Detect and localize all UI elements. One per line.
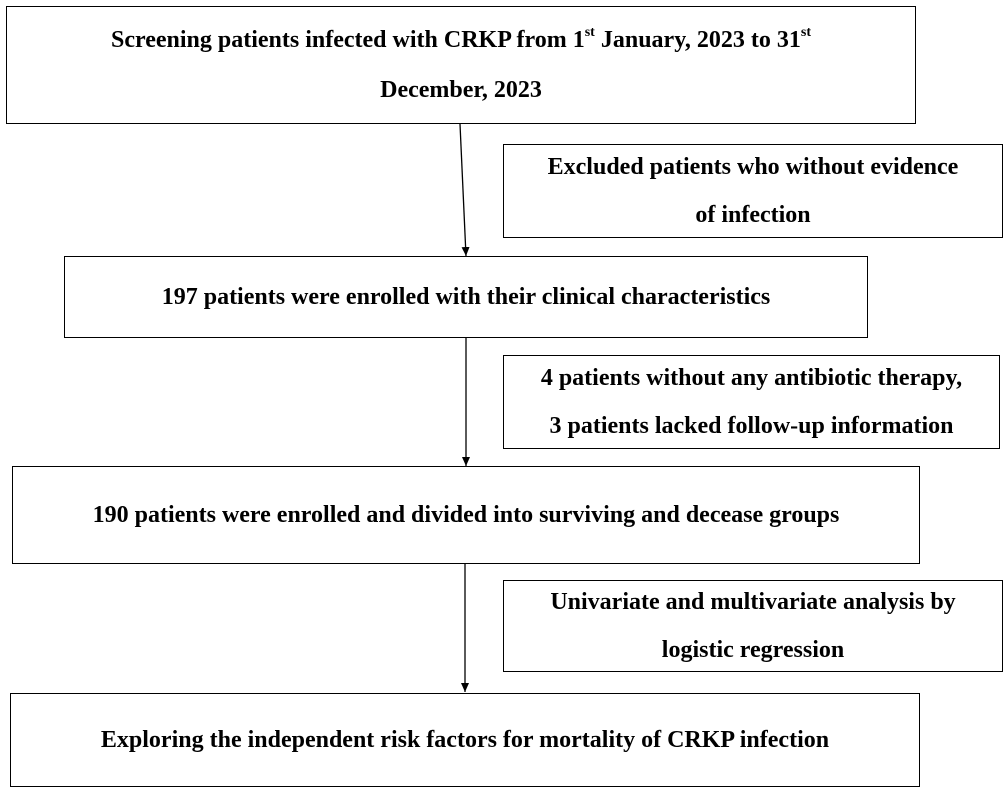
screening-line-1: Screening patients infected with CRKP from 1st January, 2023 to 31st (110, 25, 811, 53)
risk-factors-box: Exploring the independent risk factors for mortality of CRKP infection (10, 693, 920, 787)
enrolled-197-box: 197 patients were enrolled with their clinical characteristics (64, 256, 868, 338)
arrow-screening-to-enrolled (460, 124, 466, 256)
analysis-box: Univariate and multivariate analysis by logistic regression (503, 580, 1003, 672)
screening-box (6, 6, 916, 124)
enrolled-190-box: 190 patients were enrolled and divided into surviving and decease groups (12, 466, 920, 564)
exclusion-box-infection: Excluded patients who without evidence of infection (503, 144, 1003, 238)
exclusion-box-therapy-followup: 4 patients without any antibiotic therapy, 3 patients lacked follow-up information (503, 355, 1000, 449)
screening-line-2: December, 2023 (380, 77, 542, 103)
